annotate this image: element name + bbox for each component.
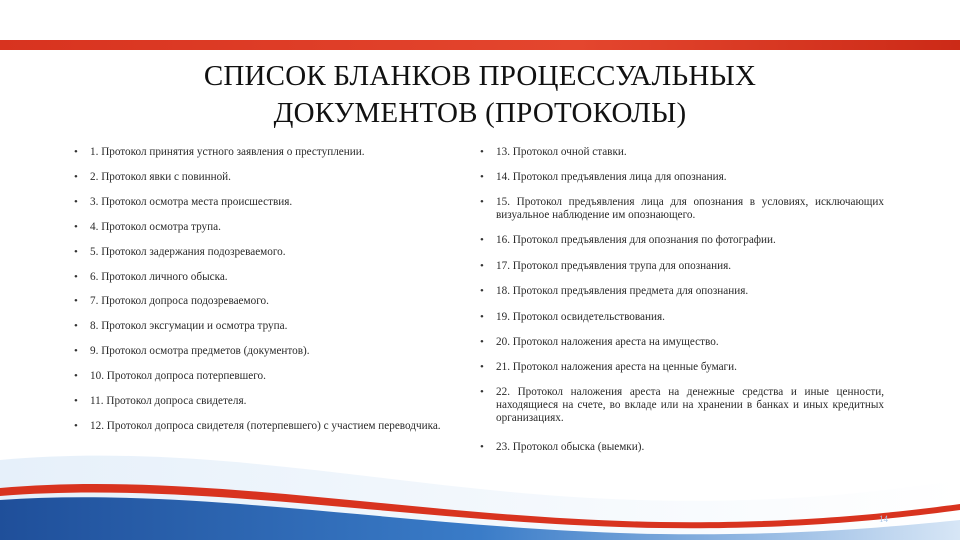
- list-item: [74, 171, 478, 184]
- bullet-icon: •: [480, 196, 484, 208]
- list-item-text: 8. Протокол эксгумации и осмотра трупа.: [90, 320, 288, 332]
- list-item-text: 2. Протокол явки с повинной.: [90, 171, 231, 183]
- list-item-text: 4. Протокол осмотра трупа.: [90, 221, 221, 233]
- list-item-text: 20. Протокол наложения ареста на имущество.: [496, 336, 719, 348]
- list-item: [74, 246, 478, 259]
- bullet-icon: •: [74, 345, 78, 357]
- list-item-text: 21. Протокол наложения ареста на ценные бумаги.: [496, 361, 737, 373]
- list-item: [480, 146, 884, 159]
- bullet-icon: •: [480, 336, 484, 348]
- list-item: [74, 271, 478, 284]
- list-item: [480, 311, 884, 324]
- list-item-text: 23. Протокол обыска (выемки).: [496, 441, 645, 453]
- bullet-icon: •: [74, 271, 78, 283]
- list-item: [74, 146, 478, 159]
- bullet-icon: •: [480, 386, 484, 398]
- list-item-text: 15. Протокол предъявления лица для опознания в условиях, исключающих визуальное наблюдение им опознающего.: [496, 196, 884, 221]
- bullet-icon: •: [480, 441, 484, 453]
- list-item-text: 5. Протокол задержания подозреваемого.: [90, 246, 286, 258]
- bullet-icon: •: [74, 420, 78, 432]
- bullet-icon: •: [480, 285, 484, 297]
- list-item-text: 12. Протокол допроса свидетеля (потерпевшего) с участием переводчика.: [90, 420, 441, 432]
- list-item-text: 1. Протокол принятия устного заявления о преступлении.: [90, 146, 365, 158]
- list-item: [480, 234, 884, 247]
- bullet-icon: •: [74, 320, 78, 332]
- slide-title: [0, 58, 960, 132]
- list-item-text: 6. Протокол личного обыска.: [90, 271, 228, 283]
- bullet-icon: •: [480, 361, 484, 373]
- bullet-icon: •: [74, 196, 78, 208]
- title-line-2: ДОКУМЕНТОВ (ПРОТОКОЛЫ): [273, 97, 687, 129]
- list-item: [480, 361, 884, 374]
- bullet-icon: •: [74, 295, 78, 307]
- page-number: 14: [879, 514, 888, 524]
- title-line-1: СПИСОК БЛАНКОВ ПРОЦЕССУАЛЬНЫХ: [203, 60, 757, 92]
- bullet-icon: •: [480, 171, 484, 183]
- bullet-icon: •: [480, 234, 484, 246]
- bullet-icon: •: [74, 246, 78, 258]
- list-item: [74, 196, 478, 209]
- bullet-icon: •: [480, 311, 484, 323]
- list-item-text: 18. Протокол предъявления предмета для опознания.: [496, 285, 749, 297]
- list-item: [480, 171, 884, 184]
- list-item: [74, 370, 478, 383]
- list-item-text: 19. Протокол освидетельствования.: [496, 311, 665, 323]
- list-item-text: 3. Протокол осмотра места происшествия.: [90, 196, 293, 208]
- list-item-text: 14. Протокол предъявления лица для опознания.: [496, 171, 727, 183]
- bullet-icon: •: [74, 146, 78, 158]
- list-item-text: 22. Протокол наложения ареста на денежные средства и иные ценности, находящиеся на счете, во вкладе или на хранении в банках и иных кредитных организациях.: [496, 386, 884, 424]
- bullet-icon: •: [480, 146, 484, 158]
- list-item-text: 7. Протокол допроса подозреваемого.: [90, 295, 269, 307]
- list-item-text: 10. Протокол допроса потерпевшего.: [90, 370, 266, 382]
- list-item: [480, 260, 884, 273]
- bullet-icon: •: [74, 171, 78, 183]
- bullet-icon: •: [480, 260, 484, 272]
- list-item-text: 11. Протокол допроса свидетеля.: [90, 395, 247, 407]
- list-item: [480, 285, 884, 298]
- list-item-text: 17. Протокол предъявления трупа для опознания.: [496, 260, 732, 272]
- list-item: [74, 320, 478, 333]
- top-red-stripe: [0, 40, 960, 50]
- bullet-icon: •: [74, 395, 78, 407]
- list-item: [74, 345, 478, 358]
- list-item-text: 13. Протокол очной ставки.: [496, 146, 627, 158]
- bullet-icon: •: [74, 221, 78, 233]
- list-item: [480, 196, 884, 222]
- list-item: [74, 295, 478, 308]
- list-item-text: 16. Протокол предъявления для опознания по фотографии.: [496, 234, 776, 246]
- list-item-text: 9. Протокол осмотра предметов (документов).: [90, 345, 310, 357]
- list-item: [480, 336, 884, 349]
- bullet-icon: •: [74, 370, 78, 382]
- bottom-wave-decoration: [0, 400, 960, 540]
- list-item: [74, 221, 478, 234]
